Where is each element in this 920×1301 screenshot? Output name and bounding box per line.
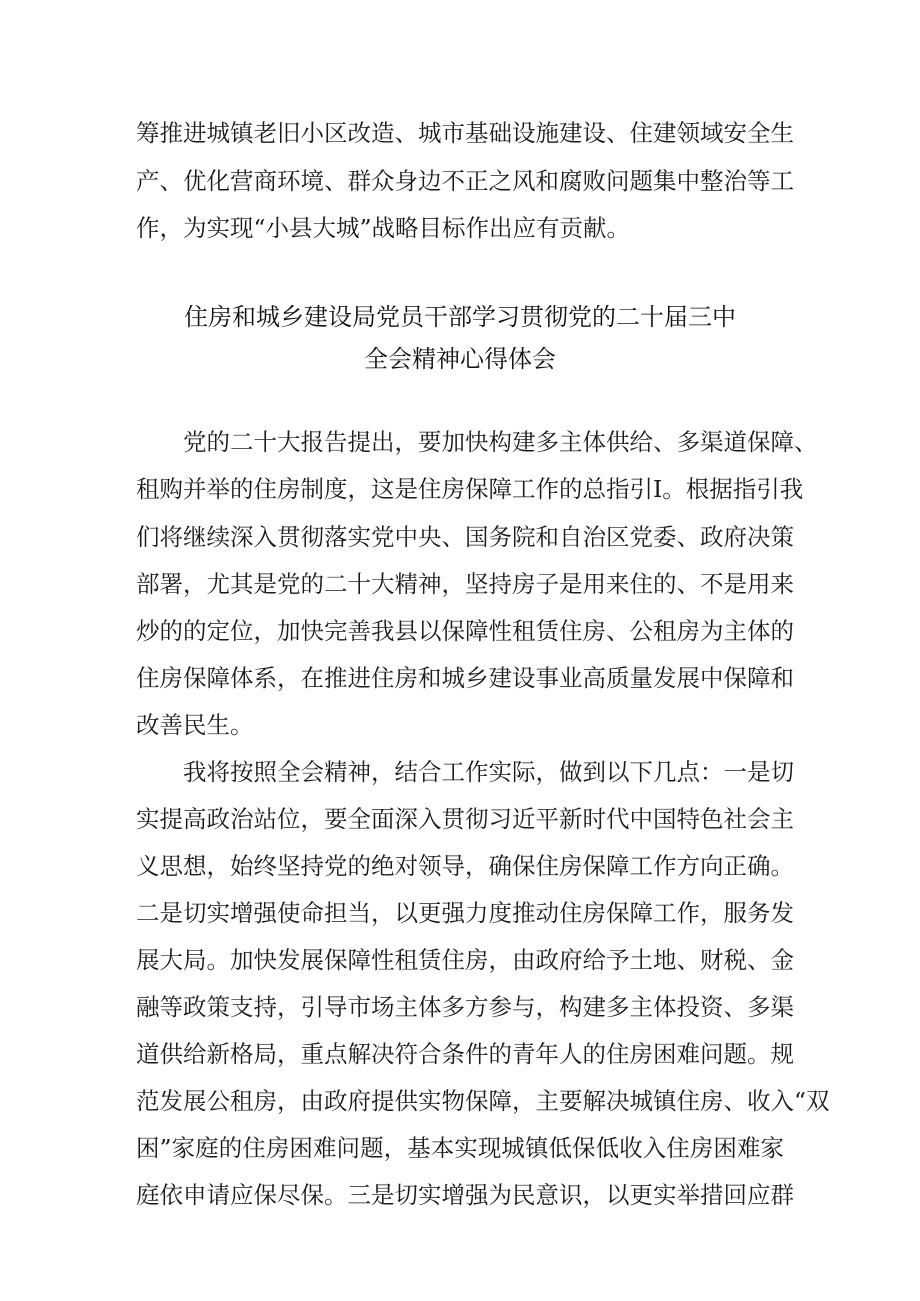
text-line: 作，为实现“小县大城”战略目标作出应有贡献。 [136, 214, 631, 242]
text-line: 改善民生。 [136, 711, 254, 739]
text-line: 二是切实增强使命担当，以更强力度推动住房保障工作，服务发 [136, 899, 794, 927]
text-line: 困”家庭的住房困难问题，基本实现城镇低保低收入住房困难家 [136, 1134, 784, 1162]
text-line: 展大局。加快发展保障性租赁住房，由政府给予土地、财税、金 [136, 946, 794, 974]
text-line: 我将按照全会精神，结合工作实际，做到以下几点：一是切 [183, 758, 794, 786]
text-line: 筹推进城镇老旧小区改造、城市基础设施建设、住建领域安全生 [136, 119, 794, 147]
title-line-1: 住房和城乡建设局党员干部学习贯彻党的二十届三中 [184, 303, 736, 331]
text-line: 道供给新格局，重点解决符合条件的青年人的住房困难问题。规 [136, 1040, 794, 1068]
text-line: 实提高政治站位，要全面深入贯彻习近平新时代中国特色社会主 [136, 805, 794, 833]
text-line: 义思想，始终坚持党的绝对领导，确保住房保障工作方向正确。 [136, 852, 794, 880]
text-line: 党的二十大报告提出，要加快构建多主体供给、多渠道保障、 [183, 428, 818, 456]
text-line: 住房保障体系，在推进住房和城乡建设事业高质量发展中保障和 [136, 664, 794, 692]
text-line: 部署，尤其是党的二十大精神，坚持房子是用来住的、不是用来 [136, 570, 794, 598]
text-line: 炒的的定位，加快完善我县以保障性租赁住房、公租房为主体的 [136, 617, 794, 645]
text-line: 范发展公租房，由政府提供实物保障，主要解决城镇住房、收入“双 [136, 1087, 830, 1115]
text-line: 融等政策支持，引导市场主体多方参与，构建多主体投资、多渠 [136, 993, 794, 1021]
text-line: 庭依申请应保尽保。三是切实增强为民意识，以更实举措回应群 [136, 1181, 794, 1209]
title-line-2: 全会精神心得体会 [364, 345, 556, 373]
text-line: 租购并举的住房制度，这是住房保障工作的总指引I。根据指引我 [136, 475, 804, 503]
text-line: 们将继续深入贯彻落实党中央、国务院和自治区党委、政府决策 [136, 523, 794, 551]
text-line: 产、优化营商环境、群众身边不正之风和腐败问题集中整治等工 [136, 167, 794, 195]
